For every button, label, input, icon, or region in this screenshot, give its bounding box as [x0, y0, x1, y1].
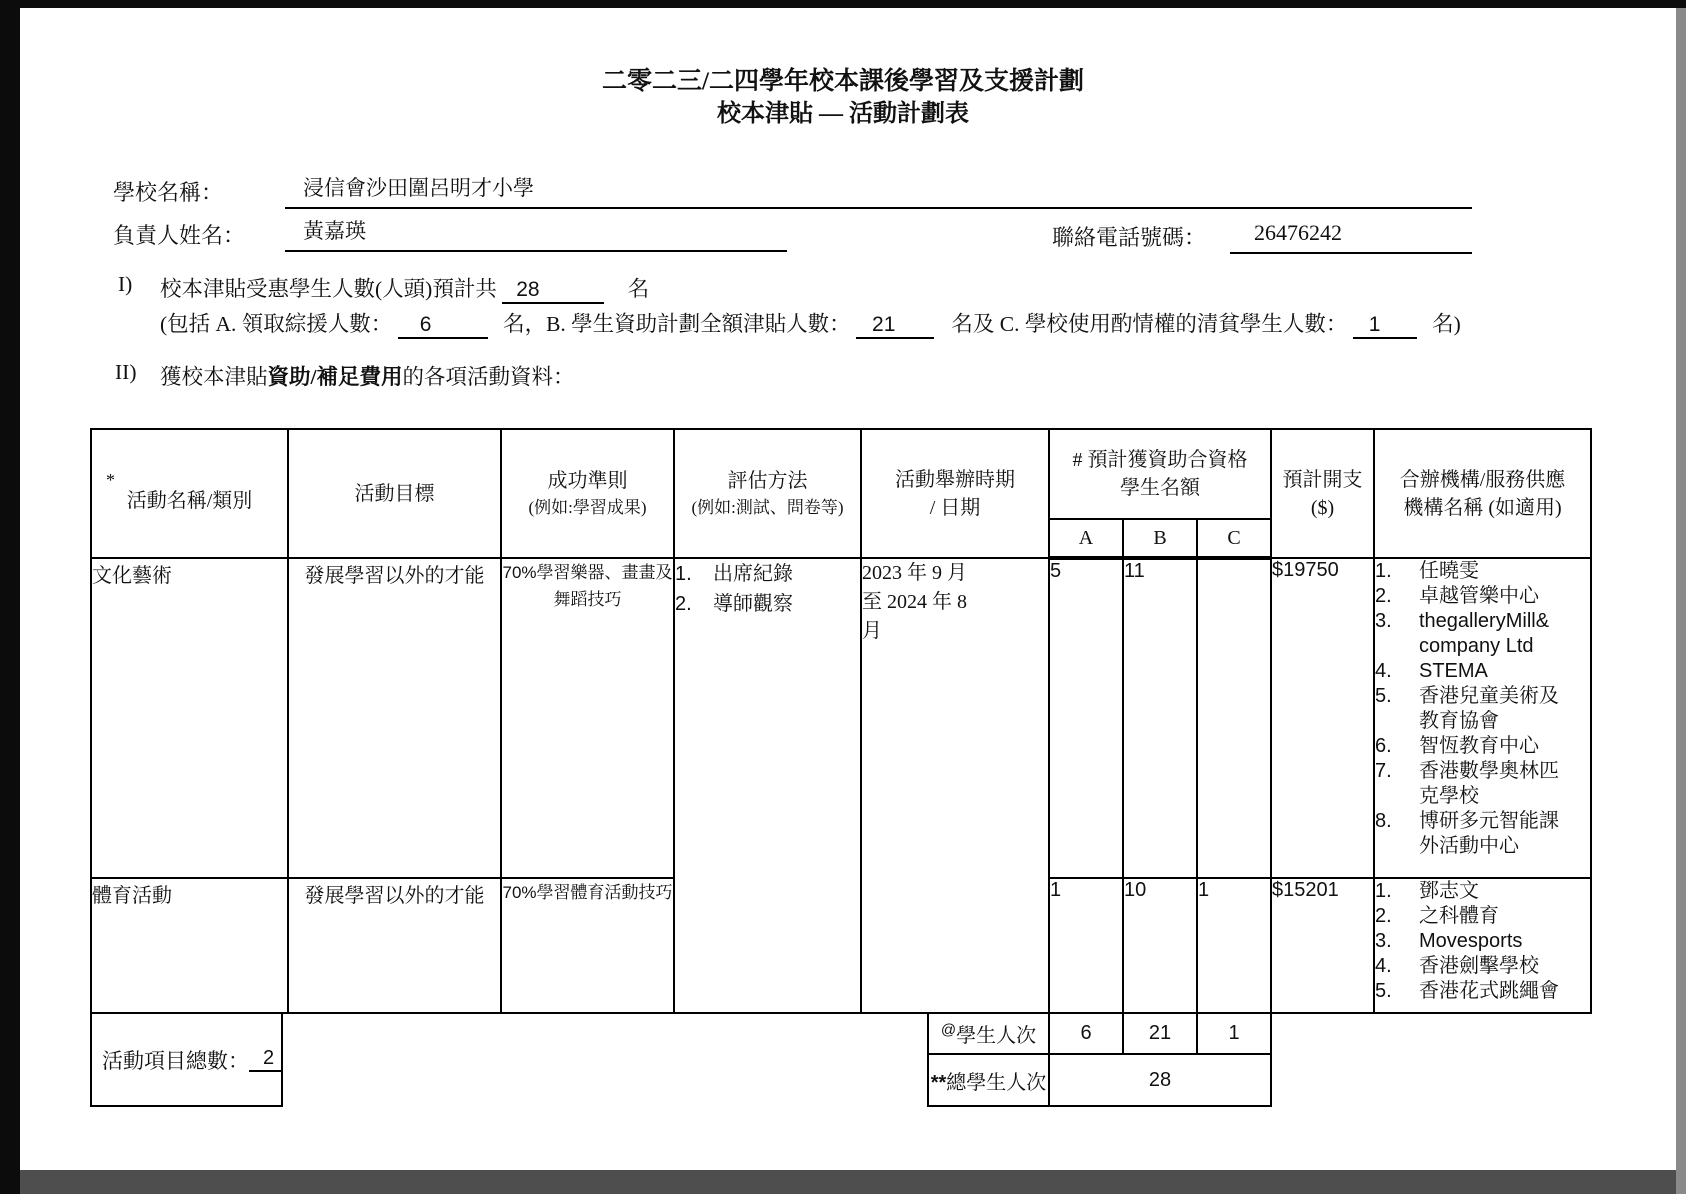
objective-cell: 發展學習以外的才能 — [288, 558, 501, 878]
expense-cell: $15201 — [1271, 878, 1374, 1013]
org-item: 8. 博研多元智能課外活動中心 — [1375, 810, 1559, 857]
org-item: 2. 之科體育 — [1375, 905, 1499, 927]
evaluation-item: 1. 出席紀錄 — [675, 563, 793, 585]
org-item: 2. 卓越管樂中心 — [1375, 585, 1539, 607]
header-col-c: C — [1197, 519, 1271, 558]
org-item: 5. 香港花式跳繩會 — [1375, 980, 1559, 1002]
header-criteria: 成功準則 (例如:學習成果) — [501, 429, 674, 558]
school-name-line — [285, 170, 1472, 209]
criteria-cell: 70%學習體育活動技巧 — [501, 878, 674, 1013]
headcount-label-cell: @學生人次 — [928, 1013, 1049, 1054]
scan-border-bottom — [20, 1170, 1686, 1194]
person-name-label: 負責人姓名： — [113, 223, 246, 248]
scan-border-top — [0, 0, 1686, 8]
grand-total-value-cell: 28 — [1049, 1054, 1271, 1106]
header-expense: 預計開支 ($) — [1271, 429, 1374, 558]
header-activity-name: * 活動名稱/類別 — [91, 429, 288, 558]
header-col-a: A — [1049, 519, 1123, 558]
org-item: 4. 香港劍擊學校 — [1375, 955, 1539, 977]
phone-value: 26476242 — [1254, 220, 1342, 245]
phone-line — [1230, 215, 1472, 254]
quota-b-cell: 11 — [1123, 558, 1197, 878]
activity-name-cell: 體育活動 — [91, 878, 288, 1013]
org-item: 4. STEMA — [1375, 660, 1488, 682]
headcount-row — [928, 1013, 1271, 1054]
header-evaluation: 評估方法 (例如:測試、問卷等) — [674, 429, 861, 558]
org-item: 3. Movesports — [1375, 930, 1523, 952]
school-name-label: 學校名稱： — [113, 180, 224, 205]
section1-line2-suffix: 名) — [1432, 312, 1461, 336]
section1-line2-part3: 名及 C. 學校使用酌情權的清貧學生人數： — [951, 312, 1348, 336]
student-headcount-summary — [927, 1012, 1272, 1107]
org-item: 7. 香港數學奧林匹克學校 — [1375, 760, 1559, 807]
section1-line1-suffix: 名 — [627, 277, 650, 301]
quota-c-cell — [1197, 558, 1271, 878]
at-superscript: @ — [940, 1021, 957, 1039]
section2-bold: 資助/補足費用 — [267, 365, 403, 389]
evaluation-cell — [674, 558, 861, 1013]
quota-a-cell: 1 — [1049, 878, 1123, 1013]
section1-line1-prefix: 校本津貼受惠學生人數(人頭)預計共 — [160, 277, 497, 301]
grand-total-stars: ** — [930, 1071, 947, 1094]
person-name-line — [285, 213, 787, 252]
section2-suffix: 的各項活動資料： — [402, 365, 575, 389]
section2-numeral: II) — [115, 360, 137, 384]
table-row-culture-arts — [91, 558, 1591, 878]
category-c-value: 1 — [1353, 313, 1417, 339]
section2-text — [160, 360, 575, 391]
section1-line2-part2: 名，B. 學生資助計劃全額津貼人數： — [503, 312, 851, 336]
scan-border-left — [0, 0, 20, 1194]
section2-prefix: 獲校本津貼 — [160, 365, 268, 389]
period-cell: 2023 年 9 月至 2024 年 8 月 — [861, 558, 1049, 1013]
quota-b-cell: 10 — [1123, 878, 1197, 1013]
total-students-value: 28 — [502, 278, 604, 304]
expense-cell: $19750 — [1271, 558, 1374, 878]
form-title-line1: 二零二三/二四學年校本課後學習及支援計劃 — [602, 68, 1084, 95]
activity-total-label: 活動項目總數： — [102, 1048, 249, 1073]
grand-total-label-cell: **總學生人次 — [928, 1054, 1049, 1106]
grand-total-row — [928, 1054, 1271, 1106]
header-objective: 活動目標 — [288, 429, 501, 558]
form-title — [0, 66, 1686, 130]
quota-a-cell: 5 — [1049, 558, 1123, 878]
activity-name-cell: 文化藝術 — [91, 558, 288, 878]
scan-border-right — [1676, 8, 1686, 1194]
header-col-b: B — [1123, 519, 1197, 558]
org-item: 1. 任曉雯 — [1375, 560, 1479, 582]
phone-label: 聯絡電話號碼： — [1052, 225, 1207, 250]
header-quota-group: # 預計獲資助合資格 學生名額 — [1049, 429, 1271, 519]
section1-line2 — [160, 307, 1461, 339]
activity-total-value: 2 — [249, 1047, 281, 1072]
header-organizations: 合辦機構/服務供應 機構名稱 (如適用) — [1374, 429, 1591, 558]
quota-c-cell: 1 — [1197, 878, 1271, 1013]
category-b-value: 21 — [856, 313, 934, 339]
objective-cell: 發展學習以外的才能 — [288, 878, 501, 1013]
section1-line1 — [160, 272, 649, 304]
headcount-c-cell: 1 — [1197, 1013, 1271, 1054]
section1-line2-part1: (包括 A. 領取綜援人數： — [160, 312, 393, 336]
section1-numeral: I) — [118, 272, 133, 296]
org-item: 1. 鄧志文 — [1375, 880, 1479, 902]
headcount-b-cell: 21 — [1123, 1013, 1197, 1054]
activity-total-box — [90, 1012, 283, 1107]
school-name-value: 浸信會沙田圍呂明才小學 — [303, 176, 534, 200]
header-period: 活動舉辦時期 / 日期 — [861, 429, 1049, 558]
evaluation-item: 2. 導師觀察 — [675, 593, 793, 615]
person-name-value: 黃嘉瑛 — [303, 219, 366, 243]
activities-table — [90, 428, 1592, 1014]
organizations-cell — [1374, 878, 1591, 1013]
organizations-cell — [1374, 558, 1591, 878]
activity-star: * — [106, 469, 115, 490]
criteria-cell: 70%學習樂器、畫畫及舞蹈技巧 — [501, 558, 674, 878]
headcount-a-cell: 6 — [1049, 1013, 1123, 1054]
category-a-value: 6 — [398, 313, 488, 339]
org-item: 3. thegalleryMill& company Ltd — [1375, 610, 1550, 657]
org-item: 6. 智恆教育中心 — [1375, 735, 1539, 757]
org-item: 5. 香港兒童美術及教育協會 — [1375, 685, 1559, 732]
form-title-line2: 校本津貼 — 活動計劃表 — [717, 101, 969, 127]
